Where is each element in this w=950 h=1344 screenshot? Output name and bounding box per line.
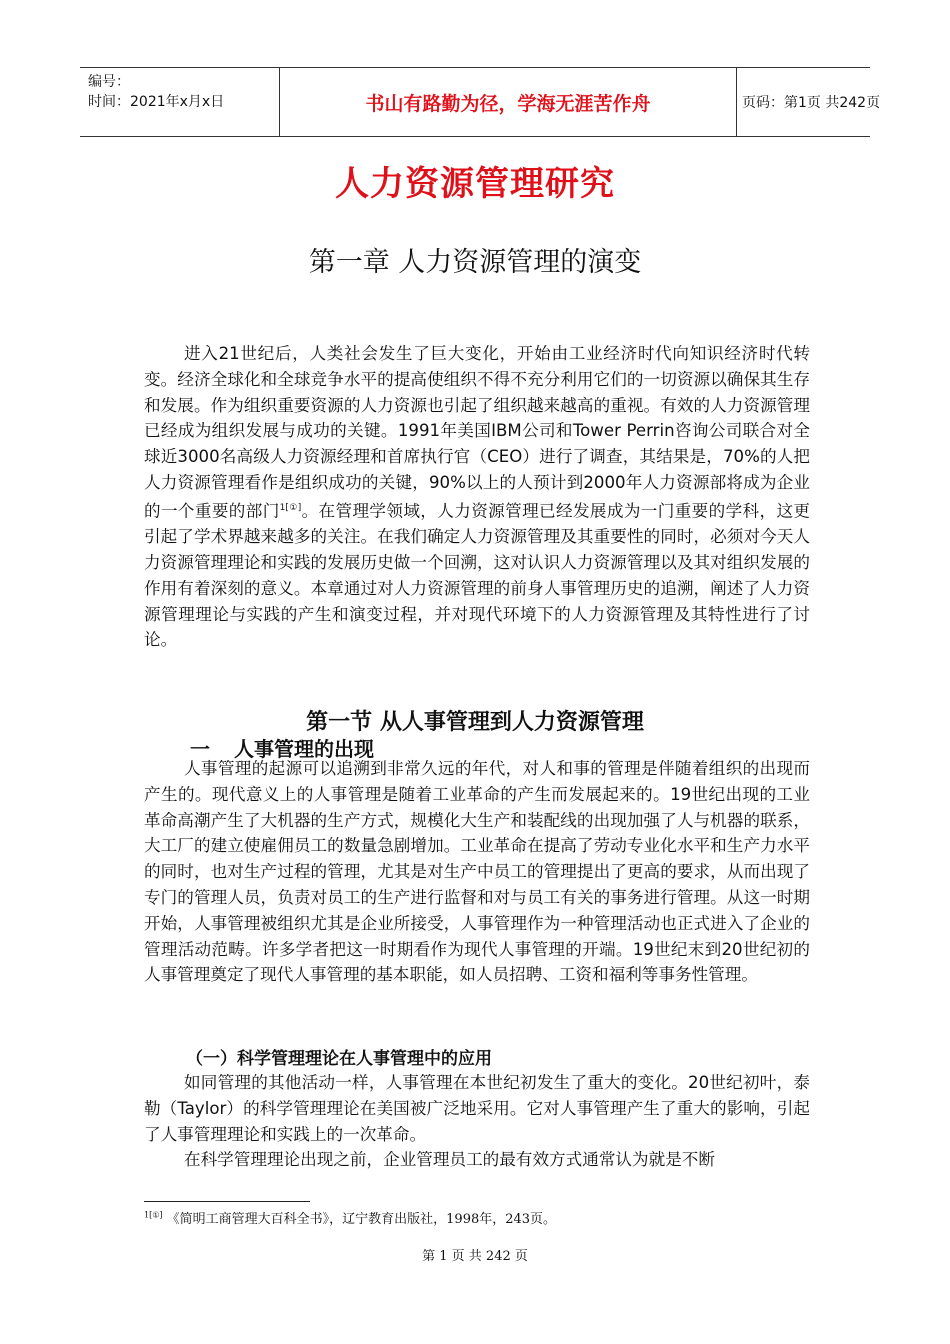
- footnote: [144, 1208, 556, 1227]
- subsection-title: 人事管理的出现: [234, 737, 374, 761]
- paragraph-personnel-origin: 人事管理的起源可以追溯到非常久远的年代，对人和事的管理是伴随着组织的出现而产生的。现代意义上的人事管理是随着工业革命的产生而发展起来的。19世纪出现的工业革命高潮产生了大机器的生产方式，规模化大生产和装配线的出现加强了人与机器的联系，大工厂的建立使雇佣员工的数量急剧增加。工业革命在提高了劳动专业化水平和生产力水平的同时，也对生产过程的管理，尤其是对生产中员工的管理提出了更高的要求，从而出现了专门的管理人员，负责对员工的生产进行监督和对与员工有关的事务进行管理。从这一时期开始，人事管理被组织尤其是企业所接受，人事管理作为一种管理活动也正式进入了企业的管理活动范畴。许多学者把这一时期看作为现代人事管理的开端。19世纪末到20世纪初的人事管理奠定了现代人事管理的基本职能，如人员招聘、工资和福利等事务性管理。: [144, 759, 810, 985]
- chapter-title: 第一章 人力资源管理的演变: [308, 247, 642, 278]
- document-title: 人力资源管理研究: [335, 164, 615, 204]
- page-footer: 第 1 页 共 242 页: [422, 1249, 528, 1264]
- intro-text-a: 进入21世纪后，人类社会发生了巨大变化，开始由工业经济时代向知识经济时代转变。经济全球化和全球竞争水平的提高使组织不得不充分利用它们的一切资源以确保其生存和发展。作为组织重要资源的人力资源也引起了组织越来越高的重视。有效的人力资源管理已经成为组织发展与成功的关键。1991年美国IBM公司和Tower Perrin咨询公司联合对全球近3000名高级人力资源经理和首席执行官（CEO）进行了调查，其结果是，70%的人把人力资源管理看作是组织成功的关键，90%以上的人预计到2000年人力资源部将成为企业的一个重要的部门: [144, 344, 810, 521]
- header-motto: 书山有路勤为径，学海无涯苦作舟: [280, 68, 737, 136]
- subsubsection-title: （一）科学管理理论在人事管理中的应用: [186, 1049, 492, 1069]
- intro-paragraph: [144, 341, 810, 653]
- footnote-text: 《简明工商管理大百科全书》，辽宁教育出版社，1998年，243页。: [166, 1212, 557, 1227]
- footnote-ref: 1[①]: [144, 1210, 163, 1220]
- document-header: [80, 67, 881, 137]
- intro-text-b: 。在管理学领域，人力资源管理已经发展成为一门重要的学科，这更引起了学术界越来越多的关注。在我们确定人力资源管理及其重要性的同时，必须对今天人力资源管理理论和实践的发展历史做一个回溯，这对认识人力资源管理以及其对组织发展的作用有着深刻的意义。本章通过对人力资源管理的前身人事管理历史的追溯，阐述了人力资源管理理论与实践的产生和演变过程，并对现代环境下的人力资源管理及其特性进行了讨论。: [144, 501, 811, 650]
- number-label: 编号：: [88, 74, 130, 90]
- subsection-number: 一: [190, 737, 210, 761]
- header-meta-cell: [80, 68, 280, 136]
- time-label: 时间：2021年x月x日: [88, 94, 225, 110]
- paragraph-scientific-management: 如同管理的其他活动一样，人事管理在本世纪初发生了重大的变化。20世纪初叶，泰勒（Taylor）的科学管理理论在美国被广泛地采用。它对人事管理产生了重大的影响，引起了人事管理理论和实践上的一次革命。: [144, 1073, 810, 1144]
- footnote-divider: [144, 1201, 310, 1202]
- footnote-marker[interactable]: 1[①]: [279, 502, 302, 513]
- paragraph-before-scientific: 在科学管理理论出现之前，企业管理员工的最有效方式通常认为就是不断: [184, 1150, 715, 1169]
- header-page-info: 页码：第1页 共242页: [742, 95, 881, 111]
- section-title: 第一节 从人事管理到人力资源管理: [306, 710, 644, 735]
